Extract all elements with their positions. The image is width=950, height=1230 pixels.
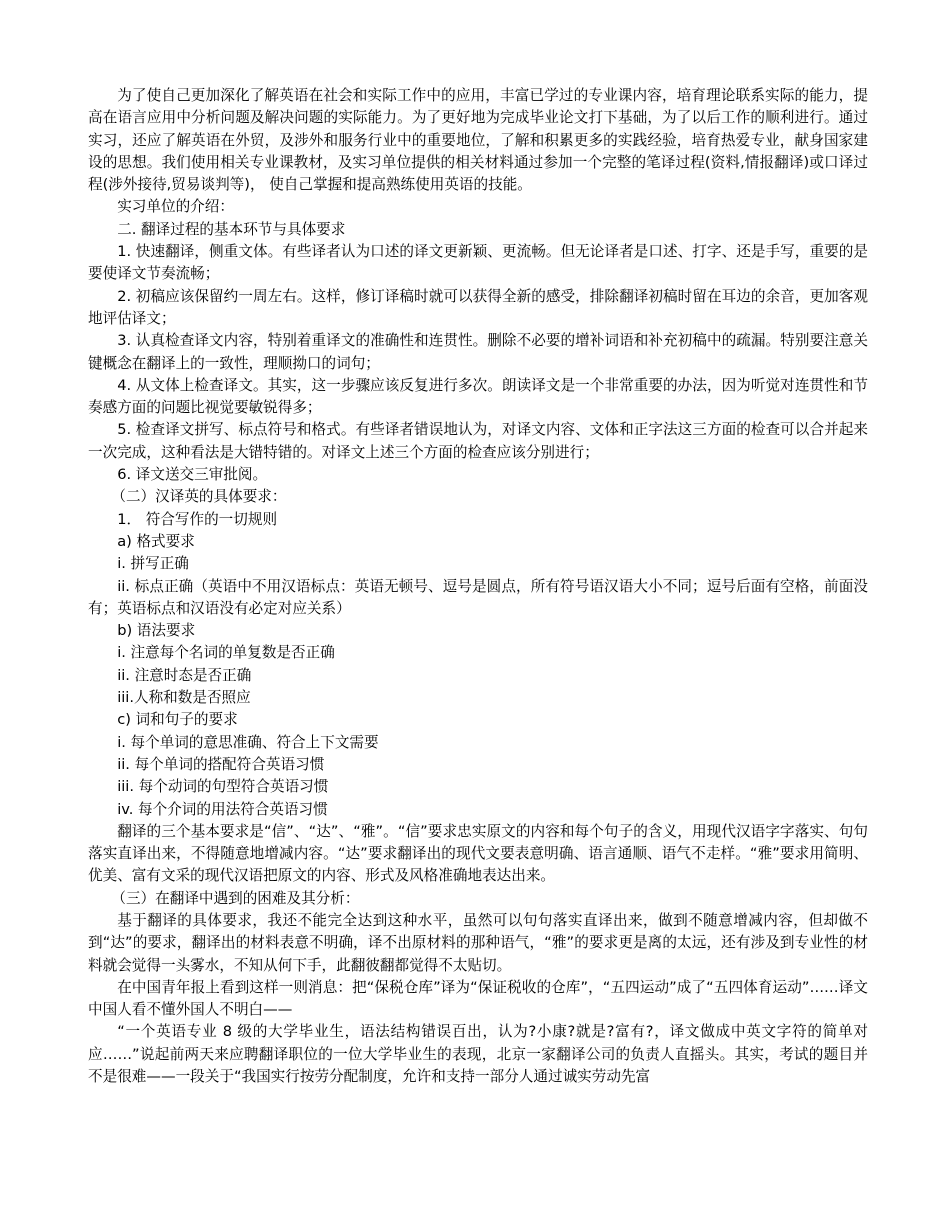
paragraph: （三）在翻译中遇到的困难及其分析： [111,889,360,907]
paragraph: 实习单位的介绍： [117,198,234,216]
paragraph: 2. 初稿应该保留约一周左右。这样，修订译稿时就可以获得全新的感受，排除翻译初稿时留在耳边的余音，更加客观地评估译文； [88,287,868,327]
paragraph: i. 注意每个名词的单复数是否正确 [117,644,335,662]
paragraph: iii.人称和数是否照应 [117,689,251,707]
paragraph: 6. 译文送交三审批阅。 [117,466,268,484]
paragraph: 1. 快速翻译，侧重文体。有些译者认为口述的译文更新颖、更流畅。但无论译者是口述、打字、还是手写，重要的是要使译文节奏流畅； [88,243,868,283]
paragraph: 3. 认真检查译文内容，特别着重译文的准确性和连贯性。删除不必要的增补词语和补充初稿中的疏漏。特别要注意关键概念在翻译上的一致性，理顺拗口的词句； [88,332,868,372]
paragraph: 翻译的三个基本要求是“信”、“达”、“雅”。“信”要求忠实原文的内容和每个句子的含义，用现代汉语字字落实、句句落实直译出来，不得随意地增减内容。“达”要求翻译出的现代文要表意明确、语言通顺、语气不走样。“雅”要求用简明、优美、富有文采的现代汉语把原文的内容、形式及风格准确地表达出来。 [88,822,868,885]
paragraph: ii. 注意时态是否正确 [117,666,252,684]
paragraph: 5. 检查译文拼写、标点符号和格式。有些译者错误地认为，对译文内容、文体和正字法这三方面的检查可以合并起来一次完成，这种看法是大错特错的。对译文上述三个方面的检查应该分别进行； [88,421,868,461]
paragraph: i. 每个单词的意思准确、符合上下文需要 [117,733,379,751]
paragraph: “一个英语专业 8 级的大学毕业生，语法结构错误百出，认为?小康?就是?富有?，译文做成中英文字符的简单对应……”说起前两天来应聘翻译职位的一位大学毕业生的表现，北京一家翻译公司的负责人直摇头。其实，考试的题目并不是很难——一段关于“我国实行按劳分配制度，允许和支持一部分人通过诚实劳动先富 [88,1023,868,1086]
paragraph: 为了使自己更加深化了解英语在社会和实际工作中的应用，丰富已学过的专业课内容，培育理论联系实际的能力，提高在语言应用中分析问题及解决问题的实际能力。为了更好地为完成毕业论文打下基础，为了以后工作的顺利进行。通过实习，还应了解英语在外贸，及涉外和服务行业中的重要地位，了解和积累更多的实践经验，培育热爱专业，献身国家建设的思想。我们使用相关专业课教材，及实习单位提供的相关材料通过参加一个完整的笔译过程(资料,情报翻译)或口译过程(涉外接待,贸易谈判等)， 使自己掌握和提高熟练使用英语的技能。 [88,87,868,194]
paragraph: 4. 从文体上检查译文。其实，这一步骤应该反复进行多次。朗读译文是一个非常重要的办法，因为听觉对连贯性和节奏感方面的问题比视觉要敏锐得多； [88,376,868,417]
paragraph: iv. 每个介词的用法符合英语习惯 [117,800,328,818]
paragraph: 在中国青年报上看到这样一则消息：把“保税仓库”译为“保证税收的仓库”，“五四运动”成了“五四体育运动”……译文中国人看不懂外国人不明白—— [88,978,868,1019]
paragraph: b) 语法要求 [117,622,196,640]
paragraph: 二. 翻译过程的基本环节与具体要求 [117,220,346,238]
paragraph: a) 格式要求 [117,532,195,550]
paragraph: （二）汉译英的具体要求： [111,488,287,506]
paragraph: iii. 每个动词的句型符合英语习惯 [117,778,329,796]
paragraph: ii. 每个单词的搭配符合英语习惯 [117,755,325,773]
paragraph: 1． 符合写作的一切规则 [117,510,278,528]
paragraph: ii. 标点正确（英语中不用汉语标点：英语无顿号、逗号是圆点，所有符号语汉语大小不同；逗号后面有空格，前面没有；英语标点和汉语没有必定对应关系） [88,577,868,617]
document-body [88,85,868,1088]
paragraph: i. 拼写正确 [117,555,189,573]
paragraph: 基于翻译的具体要求，我还不能完全达到这种水平，虽然可以句句落实直译出来，做到不随意增减内容，但却做不到“达”的要求，翻译出的材料表意不明确，译不出原材料的那种语气，“雅”的要求更是离的太远，还有涉及到专业性的材料就会觉得一头雾水，不知从何下手，此翻彼翻都觉得不太贴切。 [88,911,868,974]
paragraph: c) 词和句子的要求 [117,711,238,729]
